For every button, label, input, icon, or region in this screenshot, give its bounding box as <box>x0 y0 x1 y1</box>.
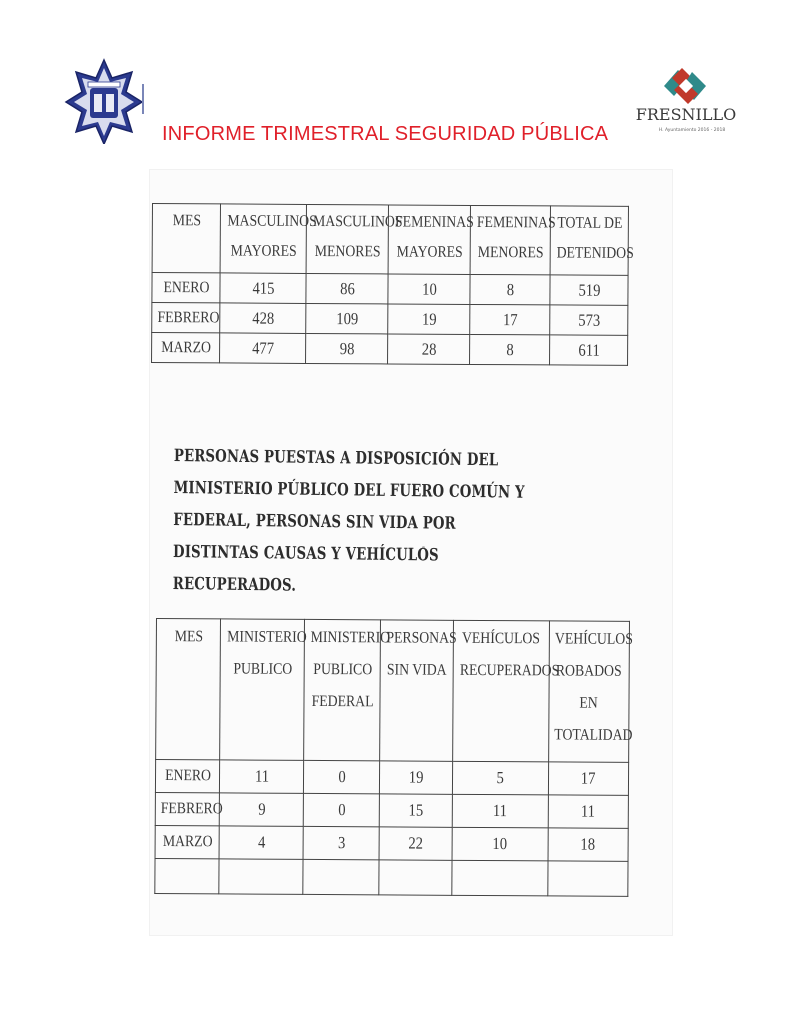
value-cell: 19 <box>393 304 464 334</box>
report-title: INFORME TRIMESTRAL SEGURIDAD PÚBLICA <box>162 123 609 145</box>
value-cell: 11 <box>459 794 542 828</box>
header-cell: MES <box>160 619 216 760</box>
value-cell: 22 <box>385 827 447 860</box>
table-row <box>155 825 628 861</box>
value-cell: 8 <box>475 334 544 364</box>
value-cell: 10 <box>458 827 541 861</box>
empty-cell <box>553 861 622 896</box>
table-row <box>152 303 628 336</box>
value-cell: 4 <box>225 826 298 859</box>
value-cell: 11 <box>225 760 298 793</box>
value-cell: 19 <box>385 761 447 794</box>
ministerio-table <box>154 618 634 897</box>
section-heading: PERSONAS PUESTAS A DISPOSICIÓN DEL MINISTERIO PÚBLICO DEL FUERO COMÚN Y FEDERAL, PERSONAS SIN VIDA POR DISTINTAS CAUSAS Y VEHÍCULOS RECUPERADOS. <box>172 445 525 596</box>
header-cell: VEHÍCULOS ROBADOS EN TOTALIDAD <box>554 621 624 762</box>
empty-cell <box>308 859 374 894</box>
table-header-row <box>156 619 630 763</box>
month-cell: FEBRERO <box>160 793 215 826</box>
table-row <box>155 792 628 828</box>
fresnillo-logo <box>636 64 736 136</box>
value-cell: 17 <box>554 762 623 795</box>
header-cell: TOTAL DE DETENIDOS <box>556 206 624 275</box>
header-cell: MINISTERIO PUBLICO <box>226 619 299 760</box>
value-cell: 415 <box>226 273 300 303</box>
table-row <box>152 333 628 366</box>
empty-cell <box>225 859 298 894</box>
value-cell: 519 <box>555 275 622 305</box>
value-cell: 0 <box>309 760 375 793</box>
value-cell: 428 <box>226 303 300 333</box>
table-row <box>152 273 628 306</box>
header-cell: MINISTERIO PUBLICO FEDERAL <box>309 619 375 760</box>
header-cell: MES <box>157 204 216 273</box>
value-cell: 11 <box>554 795 623 828</box>
value-cell: 477 <box>226 333 300 363</box>
header-cell: VEHÍCULOS RECUPERADOS <box>459 620 543 762</box>
header-cell: FEMENINAS MENORES <box>476 205 545 274</box>
month-cell: FEBRERO <box>156 303 215 333</box>
table-row <box>155 760 628 796</box>
month-cell: MARZO <box>160 826 215 859</box>
city-logo-text: FRESNILLO <box>636 105 736 124</box>
month-cell: ENERO <box>157 273 216 303</box>
header-cell: MASCULINOS MENORES <box>312 204 383 273</box>
value-cell: 0 <box>309 793 375 826</box>
table-row-empty <box>155 858 628 896</box>
detenidos-table <box>151 203 634 366</box>
empty-cell <box>458 860 541 896</box>
value-cell: 573 <box>555 305 622 335</box>
value-cell: 9 <box>225 793 298 826</box>
month-cell: MARZO <box>156 333 215 363</box>
police-badge-logo <box>64 58 144 144</box>
header-cell: FEMENINAS MAYORES <box>394 205 465 274</box>
header-cell: PERSONAS SIN VIDA <box>385 620 448 761</box>
value-cell: 28 <box>393 334 464 364</box>
month-cell: ENERO <box>160 760 215 793</box>
value-cell: 611 <box>555 335 622 365</box>
value-cell: 109 <box>311 303 382 333</box>
empty-cell <box>384 860 446 895</box>
value-cell: 10 <box>394 274 465 304</box>
empty-cell <box>159 859 214 894</box>
value-cell: 15 <box>385 794 447 827</box>
header-cell: MASCULINOS MAYORES <box>226 204 300 273</box>
value-cell: 18 <box>553 828 622 861</box>
value-cell: 98 <box>311 333 382 363</box>
value-cell: 17 <box>475 304 544 334</box>
header-divider <box>142 84 144 114</box>
table-header-row <box>152 204 628 276</box>
value-cell: 8 <box>475 274 544 304</box>
city-logo-subtext: H. Ayuntamiento 2016 - 2018 <box>658 128 726 133</box>
value-cell: 5 <box>459 761 542 795</box>
value-cell: 3 <box>309 826 375 859</box>
value-cell: 86 <box>312 273 383 303</box>
